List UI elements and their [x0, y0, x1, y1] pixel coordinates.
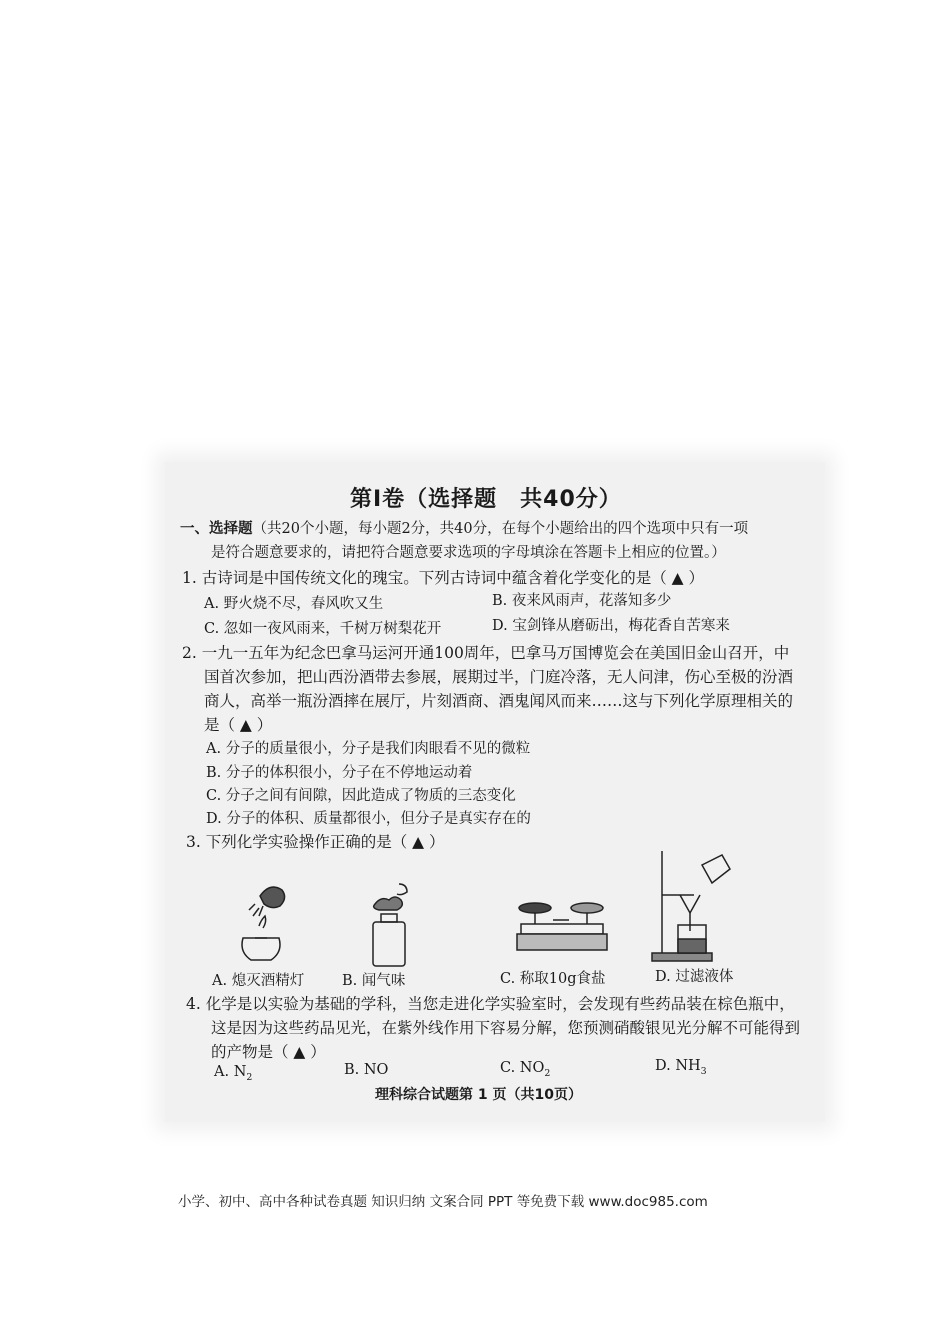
- q4-option-c-text: C. NO: [500, 1060, 545, 1076]
- q2-option-b: B. 分子的体积很小，分子在不停地运动着: [206, 765, 473, 781]
- q2-stem-line-2: 国首次参加，把山西汾酒带去参展，展期过半，门庭冷落，无人问津，伤心至极的汾酒: [204, 668, 794, 686]
- section-title: 第Ⅰ卷（选择题 共40分）: [350, 487, 622, 512]
- site-footer-link[interactable]: 小学、初中、高中各种试卷真题 知识归纳 文案合同 PPT 等免费下载 www.doc985.com: [178, 1194, 708, 1210]
- instructions-text-1: （共20个小题，每小题2分，共40分，在每个小题给出的四个选项中只有一项: [252, 521, 749, 537]
- q4-option-b: B. NO: [344, 1062, 389, 1078]
- q1-option-b: B. 夜来风雨声，花落知多少: [492, 593, 672, 609]
- balance-scale-illustration: [513, 890, 613, 960]
- filtration-apparatus-illustration: [650, 845, 740, 965]
- q2-option-a: A. 分子的质量很小，分子是我们肉眼看不见的微粒: [206, 741, 531, 757]
- q3-option-b: B. 闻气味: [342, 973, 406, 989]
- q3-option-d: D. 过滤液体: [655, 969, 734, 985]
- smell-gas-illustration: [365, 880, 425, 970]
- q4-option-c-subscript: 2: [544, 1067, 551, 1079]
- q3-option-a: A. 熄灭酒精灯: [212, 973, 305, 989]
- q4-stem-line-2: 这是因为这些药品见光，在紫外线作用下容易分解，您预测硝酸银见光分解不可能得到: [211, 1019, 801, 1037]
- q4-option-d-subscript: 3: [700, 1065, 707, 1077]
- q3-stem: 3. 下列化学实验操作正确的是（ ▲ ）: [186, 833, 445, 851]
- q4-option-c: [500, 1060, 550, 1079]
- q2-stem-line-3: 商人，高举一瓶汾酒摔在展厅，片刻酒商、酒鬼闻风而来……这与下列化学原理相关的: [204, 692, 794, 710]
- q4-option-a-text: A. N: [214, 1064, 247, 1080]
- q2-option-c: C. 分子之间有间隙，因此造成了物质的三态变化: [206, 788, 516, 804]
- page-footer: 理科综合试题第 1 页（共10页）: [375, 1087, 582, 1103]
- q2-option-d: D. 分子的体积、质量都很小，但分子是真实存在的: [206, 811, 531, 827]
- instructions-line-1: [180, 517, 748, 538]
- q4-stem-line-3: 的产物是（ ▲ ）: [211, 1043, 326, 1061]
- q1-option-c: C. 忽如一夜风雨来，千树万树梨花开: [204, 621, 442, 637]
- q4-option-a: [214, 1064, 252, 1083]
- q1-option-d: D. 宝剑锋从磨砺出，梅花香自苦寒来: [492, 618, 730, 634]
- q4-option-d: [655, 1058, 707, 1077]
- q4-stem-line-1: 4. 化学是以实验为基础的学科，当您走进化学实验室时，会发现有些药品装在棕色瓶中，: [186, 995, 795, 1013]
- q1-option-a: A. 野火烧不尽，春风吹又生: [204, 596, 384, 612]
- alcohol-lamp-blow-illustration: [225, 876, 305, 966]
- q4-option-d-text: D. NH: [655, 1058, 701, 1074]
- q2-stem-line-4: 是（ ▲ ）: [204, 716, 273, 734]
- q3-option-c: C. 称取10g食盐: [500, 971, 606, 987]
- part-heading: 一、选择题: [180, 521, 253, 537]
- instructions-line-2: 是符合题意要求的，请把符合题意要求选项的字母填涂在答题卡上相应的位置。）: [211, 545, 726, 561]
- q2-stem-line-1: 2. 一九一五年为纪念巴拿马运河开通100周年，巴拿马万国博览会在美国旧金山召开，中: [182, 644, 790, 662]
- q4-option-a-subscript: 2: [246, 1071, 253, 1083]
- q1-stem: 1. 古诗词是中国传统文化的瑰宝。下列古诗词中蕴含着化学变化的是（ ▲ ）: [182, 569, 704, 587]
